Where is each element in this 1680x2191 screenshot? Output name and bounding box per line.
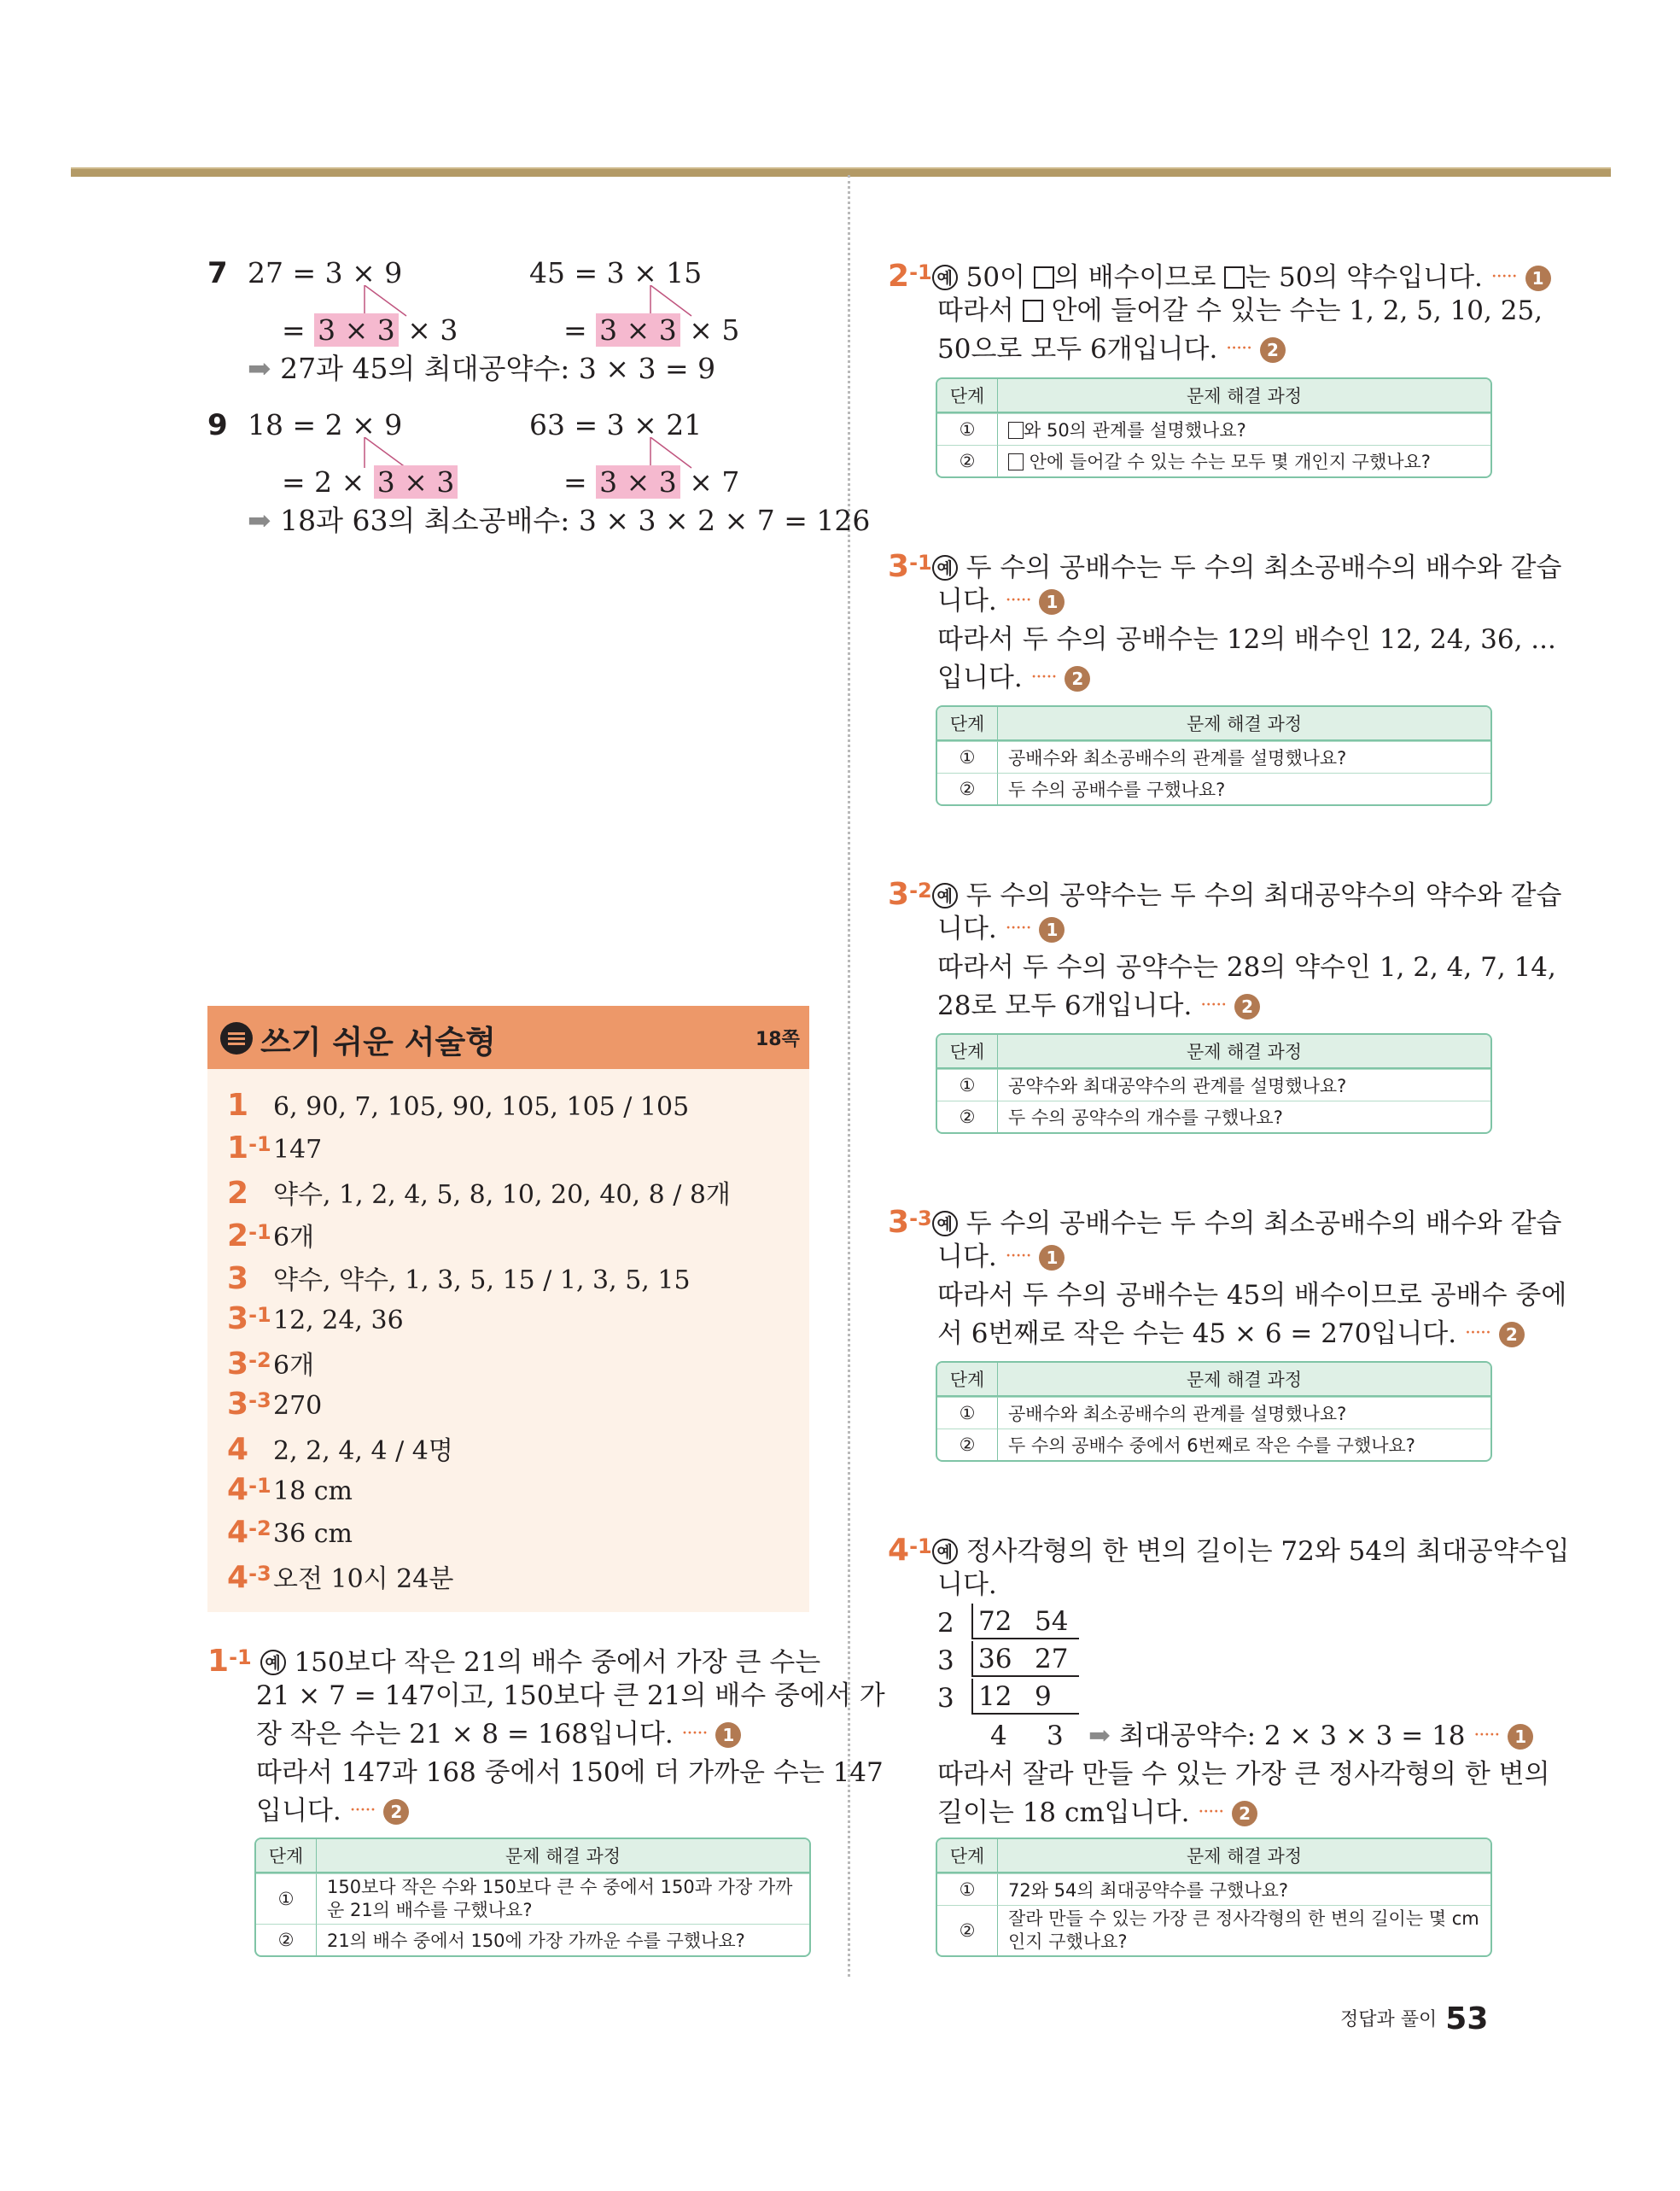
table-header: 문제 해결 과정 [317, 1839, 809, 1873]
solution-line: $1^{-1}$ 예 150보다 작은 21의 배수 중에서 가장 큰 수는 [207, 1644, 821, 1679]
solution-line: 입니다. ····· 2 [256, 1791, 409, 1831]
solution-line: 장 작은 수는 21 × 8 = 168입니다. ····· 1 [256, 1715, 741, 1754]
list-item: 1 6, 90, 7, 105, 90, 105, 105 / 105 [227, 1088, 690, 1123]
table-row: 두 수의 공배수를 구했나요? [998, 773, 1490, 804]
table-row: 21의 배수 중에서 150에 가장 가까운 수를 구했나요? [317, 1924, 809, 1955]
summary-page-ref: 18쪽 [755, 1029, 800, 1050]
table-row: 잘라 만들 수 있는 가장 큰 정사각형의 한 변의 길이는 몇 cm인지 구했나요? [998, 1905, 1490, 1955]
page-footer [1340, 2001, 1488, 2036]
factor-line: 63 = 3 × 21 [529, 408, 703, 441]
factor-line: = 3 × 3 × 3 [282, 313, 458, 347]
solution-line: 서 6번째로 작은 수는 45 × 6 = 270입니다. ····· 2 [937, 1314, 1525, 1353]
rubric-table: 단계 문제 해결 과정 ① 150보다 작은 수와 150보다 큰 수 중에서 150과 가장 가까운 21의 배수를 구했나요? ② 21의 배수 중에서 150에 가장 가까운 수를 구했나요? [254, 1838, 811, 1957]
highlighted-factor: 3 × 3 [596, 465, 680, 499]
list-item: $4^{-1}18$ cm [227, 1472, 353, 1507]
rubric-table: 단계 문제 해결 과정 ① 와 50의 관계를 설명했나요? ② 안에 들어갈 수 있는 수는 모두 몇 개인지 구했나요? [936, 377, 1492, 478]
table-row: 두 수의 공배수 중에서 6번째로 작은 수를 구했나요? [998, 1429, 1490, 1460]
solution-line: 입니다. ····· 2 [937, 658, 1090, 698]
table-header: 단계 [256, 1839, 317, 1873]
top-rule [71, 167, 1611, 177]
table-row: 안에 들어갈 수 있는 수는 모두 몇 개인지 구했나요? [998, 445, 1490, 476]
highlighted-factor: 3 × 3 [596, 313, 680, 347]
solution-line: 니다. [937, 1569, 997, 1600]
solution-line: 니다. ····· 1 [937, 909, 1065, 949]
rubric-table: 단계 문제 해결 과정 ① 공배수와 최소공배수의 관계를 설명했나요? ② 두 수의 공배수 중에서 6번째로 작은 수를 구했나요? [936, 1361, 1492, 1462]
solution-line: $3^{-1}$ 예 두 수의 공배수는 두 수의 최소공배수의 배수와 같습 [888, 549, 1562, 584]
summary-title: 쓰기 쉬운 서술형 [260, 1024, 496, 1060]
footer-label: 정답과 풀이 [1340, 2009, 1438, 2030]
solution-line: 길이는 18 cm입니다. ····· 2 [937, 1793, 1257, 1832]
factor-line: 45 = 3 × 15 [529, 256, 703, 289]
blank-box [1224, 266, 1245, 289]
factor-line: = 2 × 3 × 3 [282, 465, 458, 500]
table-row: 공배수와 최소공배수의 관계를 설명했나요? [998, 1397, 1490, 1429]
solution-line: 28로 모두 6개입니다. ····· 2 [937, 986, 1260, 1025]
list-item: $3^{-1}12$, 24, 36 [227, 1301, 404, 1336]
arrow-right-icon: ➡ [248, 352, 271, 385]
blank-box [1008, 422, 1024, 439]
rubric-table: 단계 문제 해결 과정 ① 72와 54의 최대공약수를 구했나요? ② 잘라 만들 수 있는 가장 큰 정사각형의 한 변의 길이는 몇 cm인지 구했나요? [936, 1838, 1492, 1957]
solution-line: $3^{-3}$ 예 두 수의 공배수는 두 수의 최소공배수의 배수와 같습 [888, 1205, 1562, 1240]
list-item: $3^{-2}6$개 [227, 1347, 315, 1382]
list-icon [220, 1022, 253, 1055]
list-item: 2 약수, 1, 2, 4, 5, 8, 10, 20, 40, 8 / 8개 [227, 1176, 731, 1211]
table-row: 공약수와 최대공약수의 관계를 설명했나요? [998, 1069, 1490, 1101]
list-item: 3 약수, 약수, 1, 3, 5, 15 / 1, 3, 5, 15 [227, 1261, 691, 1296]
table-row: 72와 54의 최대공약수를 구했나요? [998, 1873, 1490, 1905]
arrow-right-icon: ➡ [248, 504, 271, 537]
table-row: 공배수와 최소공배수의 관계를 설명했나요? [998, 741, 1490, 773]
table-row: 와 50의 관계를 설명했나요? [998, 413, 1490, 445]
list-item: $2^{-1}6$개 [227, 1218, 315, 1253]
table-row: 두 수의 공약수의 개수를 구했나요? [998, 1101, 1490, 1132]
rubric-table: 단계 문제 해결 과정 ① 공약수와 최대공약수의 관계를 설명했나요? ② 두 수의 공약수의 개수를 구했나요? [936, 1033, 1492, 1134]
problem-number: 7 [207, 256, 228, 290]
factor-line: 27 = 3 × 9 [248, 256, 403, 289]
solution-line: 따라서 147과 168 중에서 150에 더 가까운 수는 147 [256, 1757, 884, 1788]
problem-number: 9 [207, 408, 228, 442]
solution-line: $3^{-2}$ 예 두 수의 공약수는 두 수의 최대공약수의 약수와 같습 [888, 877, 1562, 912]
result-line: ➡ 27과 45의 최대공약수: 3 × 3 = 9 [248, 352, 716, 385]
blank-box [1034, 266, 1054, 289]
list-item: 4 2, 2, 4, 4 / 4명 [227, 1432, 453, 1467]
rubric-table: 단계 문제 해결 과정 ① 공배수와 최소공배수의 관계를 설명했나요? ② 두 수의 공배수를 구했나요? [936, 705, 1492, 806]
highlighted-factor: 3 × 3 [314, 313, 399, 347]
factor-line: = 3 × 3 × 7 [563, 465, 740, 499]
factor-line: 18 = 2 × 9 [248, 408, 403, 441]
result-line: ➡ 18과 63의 최소공배수: 3 × 3 × 2 × 7 = 126 [248, 504, 871, 537]
blank-box [1023, 300, 1043, 322]
solution-line: 21 × 7 = 147이고, 150보다 큰 21의 배수 중에서 가 [256, 1680, 885, 1711]
solution-line: $2^{-1}$ 예 50이 의 배수이므로 는 50의 약수입니다. ····· 1 [888, 253, 1551, 297]
solution-line: 따라서 두 수의 공배수는 45의 배수이므로 공배수 중에 [937, 1280, 1567, 1311]
step-marker: 1 [715, 1722, 741, 1748]
step-marker: 2 [383, 1799, 409, 1825]
solution-line: 따라서 두 수의 공배수는 12의 배수인 12, 24, 36, ... [937, 624, 1556, 655]
list-item: $3^{-3}270$ [227, 1387, 323, 1422]
highlighted-factor: 3 × 3 [374, 465, 458, 499]
page-number: 53 [1445, 2001, 1489, 2036]
list-item: $4^{-3}$오전 10시 24분 [227, 1560, 454, 1595]
blank-box [1008, 453, 1024, 470]
solution-line: $4^{-1}$ 예 정사각형의 한 변의 길이는 72와 54의 최대공약수입 [888, 1533, 1570, 1568]
solution-line: 따라서 안에 들어갈 수 있는 수는 1, 2, 5, 10, 25, [937, 295, 1543, 326]
solution-line: 니다. ····· 1 [937, 581, 1065, 621]
solution-line: 따라서 두 수의 공약수는 28의 약수인 1, 2, 4, 7, 14, [937, 952, 1556, 983]
example-mark: 예 [260, 1650, 286, 1675]
solution-line: 따라서 잘라 만들 수 있는 가장 큰 정사각형의 한 변의 [937, 1759, 1550, 1790]
arrow-right-icon: ➡ [1088, 1721, 1111, 1751]
solution-line: 니다. ····· 1 [937, 1237, 1065, 1277]
solution-line: 50으로 모두 6개입니다. ····· 2 [937, 330, 1286, 369]
list-item: $1^{-1}147$ [227, 1131, 323, 1166]
example-mark: 예 [932, 265, 958, 290]
table-row: 150보다 작은 수와 150보다 큰 수 중에서 150과 가장 가까운 21의 배수를 구했나요? [317, 1873, 809, 1924]
solution-line: ➡ 최대공약수: 2 × 3 × 3 = 18 ····· 1 [1088, 1716, 1533, 1756]
factor-line: = 3 × 3 × 5 [563, 313, 740, 347]
list-item: $4^{-2}36$ cm [227, 1515, 353, 1550]
